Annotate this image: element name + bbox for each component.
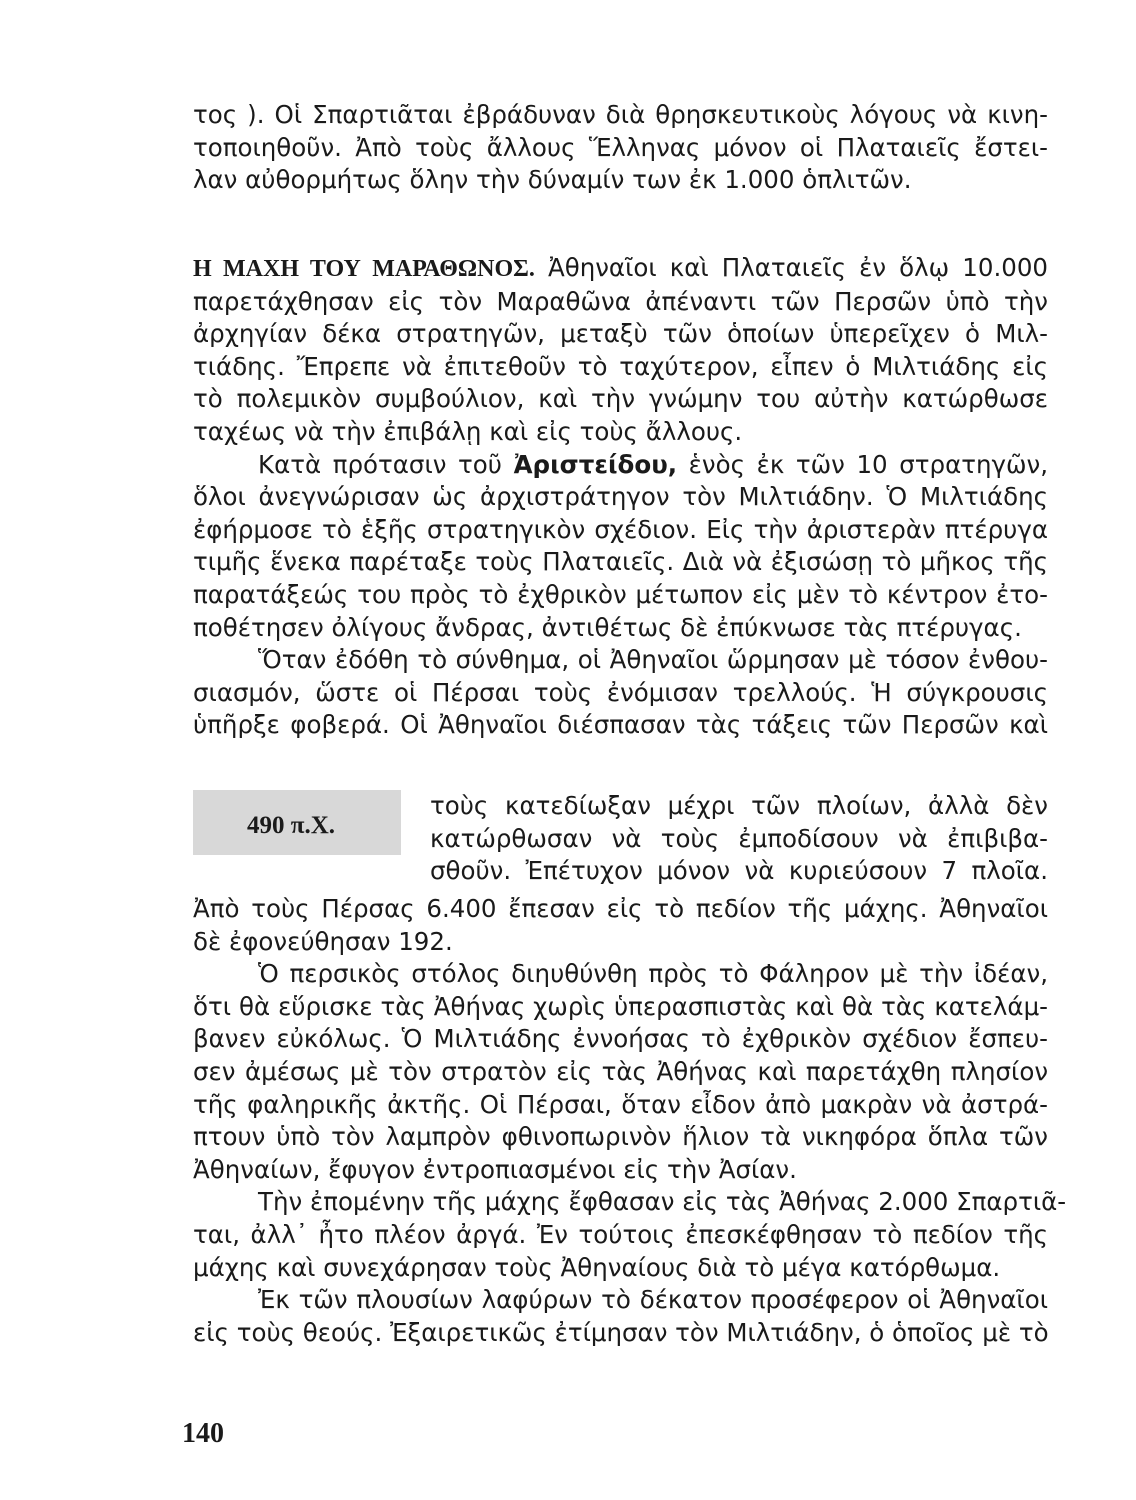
text-line: λαν αὐθορμήτως ὅλην τὴν δύναμίν των ἐκ 1.000 ὁπλιτῶν. bbox=[193, 165, 912, 195]
aristeides-name: Ἀριστείδου, bbox=[513, 449, 678, 479]
text-line: εἰς τοὺς θεούς. Ἐξαιρετικῶς ἐτίμησαν τὸν Μιλτιάδην, ὁ ὁποῖος μὲ τὸ bbox=[193, 1317, 1049, 1347]
text-line: σθοῦν. Ἐπέτυχον μόνον νὰ κυριεύσουν 7 πλοῖα. bbox=[430, 856, 1048, 886]
paragraph-battle-narrow bbox=[430, 790, 1048, 888]
text-line: ταχέως νὰ τὴν ἐπιβάλῃ καὶ εἰς τοὺς ἄλλους. bbox=[193, 416, 743, 446]
text-line: Ἀπὸ τοὺς Πέρσας 6.400 ἔπεσαν εἰς τὸ πεδίον τῆς μάχης. Ἀθηναῖοι bbox=[193, 894, 1048, 923]
text-line: ποθέτησεν ὀλίγους ἄνδρας, ἀντιθέτως δὲ ἐπύκνωσε τὰς πτέρυγας. bbox=[193, 612, 1022, 642]
text-line: ὅτι θὰ εὕρισκε τὰς Ἀθήνας χωρὶς ὑπερασπιστὰς καὶ θὰ τὰς κατελάμ- bbox=[193, 991, 1048, 1021]
text-line: τος ). Οἱ Σπαρτιᾶται ἐβράδυναν διὰ θρησκευτικοὺς λόγους νὰ κινη- bbox=[193, 100, 1048, 129]
page-number: 140 bbox=[182, 1418, 224, 1449]
text-line: σεν ἀμέσως μὲ τὸν στρατὸν εἰς τὰς Ἀθήνας καὶ παρετάχθη πλησίον bbox=[193, 1056, 1048, 1086]
section-heading: Η ΜΑΧΗ ΤΟΥ ΜΑΡΑΘΩΝΟΣ. bbox=[193, 256, 535, 282]
text-line: Ἐκ τῶν πλουσίων λαφύρων τὸ δέκατον προσέφερον οἱ Ἀθηναῖοι bbox=[258, 1285, 1048, 1315]
section-first-line-text: Ἀθηναῖοι καὶ Πλαταιεῖς ἐν ὅλῳ 10.000 bbox=[534, 253, 1048, 282]
text-line: τὸ πολεμικὸν συμβούλιον, καὶ τὴν γνώμην του αὐτὴν κατώρθωσε bbox=[193, 384, 1048, 414]
text-line: μάχης καὶ συνεχάρησαν τοὺς Ἀθηναίους διὰ τὸ μέγα κατόρθωμα. bbox=[193, 1252, 1001, 1282]
text-line: πτουν ὑπὸ τὸν λαμπρὸν φθινοπωρινὸν ἥλιον τὰ νικηφόρα ὅπλα τῶν bbox=[193, 1122, 1048, 1152]
date-label: 490 π.Χ. bbox=[247, 812, 336, 839]
text-line: ἐφήρμοσε τὸ ἑξῆς στρατηγικὸν σχέδιον. Εἰς τὴν ἀριστερὰν πτέρυγα bbox=[193, 514, 1048, 544]
text-line: ται, ἀλλ᾿ ἦτο πλέον ἀργά. Ἐν τούτοις ἐπεσκέφθησαν τὸ πεδίον τῆς bbox=[193, 1219, 1048, 1249]
text-line: παρετάχθησαν εἰς τὸν Μαραθῶνα ἀπέναντι τῶν Περσῶν ὑπὸ τὴν bbox=[193, 286, 1048, 316]
paragraph-rest bbox=[193, 893, 1067, 1349]
text-line: σιασμόν, ὥστε οἱ Πέρσαι τοὺς ἐνόμισαν τρελλούς. Ἡ σύγκρουσις bbox=[193, 677, 1048, 707]
text-line: ἀρχηγίαν δέκα στρατηγῶν, μεταξὺ τῶν ὁποίων ὑπερεῖχεν ὁ Μιλ- bbox=[193, 319, 1048, 349]
text-line: Τὴν ἐπομένην τῆς μάχης ἔφθασαν εἰς τὰς Ἀθήνας 2.000 Σπαρτιᾶ- bbox=[258, 1187, 1067, 1217]
section-marathon bbox=[193, 252, 1048, 742]
paragraph-intro bbox=[193, 99, 1048, 197]
text-line: Ὅταν ἐδόθη τὸ σύνθημα, οἱ Ἀθηναῖοι ὥρμησαν μὲ τόσον ἐνθου- bbox=[258, 645, 1048, 675]
text-fragment: ἑνὸς ἐκ τῶν 10 στρατηγῶν, bbox=[677, 449, 1049, 479]
text-line: τοὺς κατεδίωξαν μέχρι τῶν πλοίων, ἀλλὰ δὲν bbox=[430, 791, 1048, 820]
text-line: τιάδης. Ἔπρεπε νὰ ἐπιτεθοῦν τὸ ταχύτερον, εἶπεν ὁ Μιλτιάδης εἰς bbox=[193, 351, 1048, 381]
text-line: βανεν εὐκόλως. Ὁ Μιλτιάδης ἐννοήσας τὸ ἐχθρικὸν σχέδιον ἔσπευ- bbox=[193, 1024, 1048, 1054]
text-line: τιμῆς ἕνεκα παρέταξε τοὺς Πλαταιεῖς. Διὰ νὰ ἐξισώσῃ τὸ μῆκος τῆς bbox=[193, 547, 1048, 577]
aristeides-first-line bbox=[193, 449, 1048, 482]
text-line: τῆς φαληρικῆς ἀκτῆς. Οἱ Πέρσαι, ὅταν εἶδον ἀπὸ μακρὰν νὰ ἀστρά- bbox=[193, 1089, 1048, 1119]
text-line: ὅλοι ἀνεγνώρισαν ὡς ἀρχιστράτηγον τὸν Μιλτιάδην. Ὁ Μιλτιάδης bbox=[193, 482, 1048, 512]
text-line: παρατάξεώς του πρὸς τὸ ἐχθρικὸν μέτωπον εἰς μὲν τὸ κέντρον ἐτο- bbox=[193, 579, 1048, 609]
section-first-line bbox=[193, 252, 1048, 286]
text-line: δὲ ἐφονεύθησαν 192. bbox=[193, 926, 453, 956]
text-line: Ἀθηναίων, ἔφυγον ἐντροπιασμένοι εἰς τὴν Ἀσίαν. bbox=[193, 1154, 797, 1184]
text-line: Ὁ περσικὸς στόλος διηυθύνθη πρὸς τὸ Φάληρον μὲ τὴν ἰδέαν, bbox=[258, 959, 1048, 989]
text-line: κατώρθωσαν νὰ τοὺς ἐμποδίσουν νὰ ἐπιβιβα- bbox=[430, 823, 1048, 853]
text-fragment: Κατὰ πρότασιν τοῦ bbox=[258, 449, 514, 479]
text-line: ὑπῆρξε φοβερά. Οἱ Ἀθηναῖοι διέσπασαν τὰς τάξεις τῶν Περσῶν καὶ bbox=[193, 710, 1048, 740]
text-line: τοποιηθοῦν. Ἀπὸ τοὺς ἄλλους Ἕλληνας μόνον οἱ Πλαταιεῖς ἔστει- bbox=[193, 132, 1048, 162]
